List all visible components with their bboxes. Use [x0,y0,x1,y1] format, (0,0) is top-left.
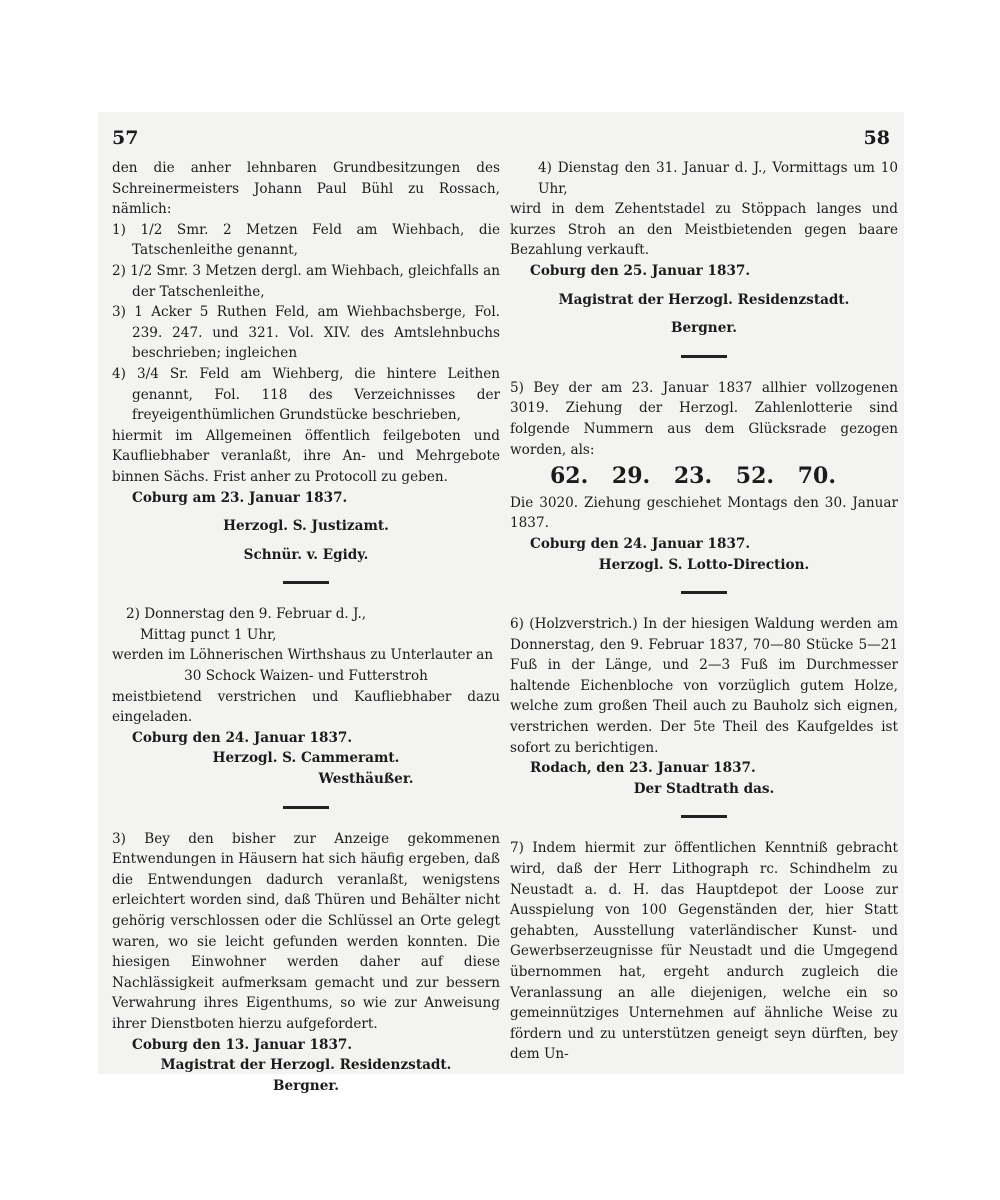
notice2-body-c: meistbietend verstrichen und Kaufliebhaber dazu eingeladen. [112,688,500,726]
section-divider [681,815,727,818]
notice5-date: Coburg den 24. Januar 1837. [530,535,751,552]
section-divider [681,591,727,594]
lottery-numbers: 62. 29. 23. 52. 70. [550,463,837,490]
notice2-signature: Westhäußer. [318,771,414,788]
notice2-authority: Herzogl. S. Cammeramt. [212,750,400,767]
left-page [112,112,500,1096]
notice2-body-a: werden im Löhnerischen Wirthshaus zu Unterlauter an [112,647,494,664]
notice1-authority: Herzogl. S. Justizamt. [223,518,389,535]
notice3-signature: Bergner. [273,1077,339,1094]
notice3-authority: Magistrat der Herzogl. Residenzstadt. [160,1057,452,1074]
notice1-item-1: 1) 1/2 Smr. 2 Metzen Feld am Wiehbach, die Tatschenleithe genannt, [112,221,500,259]
newspaper-spread [98,112,904,1094]
notice4-date: Coburg den 25. Januar 1837. [530,262,751,279]
notice1-intro: den die anher lehnbaren Grundbesitzungen des Schreinermeisters Johann Paul Bühl zu Rossach, nämlich: [112,160,500,218]
notice6-authority: Der Stadtrath das. [633,780,775,797]
page-number-right: 58 [863,127,890,149]
notice1-item-4: 4) 3/4 Sr. Feld am Wiehberg, die hintere Leithen genannt, Fol. 118 des Verzeichnisses der freyeigenthümlichen Grundstücke beschrieben, [112,365,500,424]
section-divider [283,806,329,809]
notice1-body: hiermit im Allgemeinen öffentlich feilgeboten und Kaufliebhaber veranlaßt, ihre An- und Mehrgebote binnen Sächs. Frist anher zu Protocoll zu geben. [112,427,500,485]
notice3-body: 3) Bey den bisher zur Anzeige gekommenen Entwendungen in Häusern hat sich häufig ergeben, daß die Entwendungen dadurch veranlaßt, wenigstens erleichtert worden sind, daß Thüren und Behälter nicht gehörig verschlossen oder die Schlüssel an Orte gelegt waren, wo sie leicht gefunden werden konnten. Die hiesigen Einwohner werden daher auf diese Nachlässigkeit aufmerksam gemacht und zur bessern Verwahrung ihres Eigenthums, so wie zur Anweisung ihrer Dienstboten hierzu aufgefordert. [112,830,500,1032]
notice5-authority: Herzogl. S. Lotto-Direction. [598,556,810,573]
notice1-signature: Schnür. v. Egidy. [243,546,369,563]
notice4-body: wird in dem Zehentstadel zu Stöppach langes und kurzes Stroh an den Meistbietenden gegen baare Bezahlung verkauft. [510,201,898,259]
notice2-head-date: 2) Donnerstag den 9. Februar d. J., [126,606,367,623]
notice5-next-drawing: Die 3020. Ziehung geschiehet Montags den 30. Januar 1837. [510,494,898,532]
notice7-body: 7) Indem hiermit zur öffentlichen Kenntniß gebracht wird, daß der Herr Lithograph rc. Schindhelm zu Neustadt a. d. H. das Hauptdepot der Loose zur Ausspielung von 100 Gegenständen der, hier Statt gehabten, Ausstellung vaterländischer Kunst- und Gewerbserzeugnisse für Neustadt und die Umgegend übernommen hat, ergeht andurch zugleich die Veranlassung an alle diejenigen, welche ein so gemeinnütziges Unternehmen auf ähnliche Weise zu fördern und zu unterstützen geneigt seyn dürften, bey dem Un- [510,840,898,1063]
notice6-body: 6) (Holzverstrich.) In der hiesigen Waldung werden am Donnerstag, den 9. Februar 1837, 70—80 Stücke 5—21 Fuß in der Länge, und 2—3 Fuß im Durchmesser haltende Eichenbloche von vorzüglich gutem Holze, welche zum großen Theil auch zu Bauholz sich eignen, verstrichen werden. Der 5te Theil des Kaufgeldes ist sofort zu berichtigen. [510,616,898,756]
notice4-head: 4) Dienstag den 31. Januar d. J., Vormittags um 10 Uhr, [538,160,898,197]
section-divider [681,355,727,358]
notice2-body-b: 30 Schock Waizen- und Futterstroh [184,668,428,685]
section-divider [283,581,329,584]
notice1-item-3: 3) 1 Acker 5 Ruthen Feld, am Wiehbachsberge, Fol. 239. 247. und 321. Vol. XIV. des Amtslehnbuchs beschrieben; ingleichen [112,304,500,362]
notice5-body: 5) Bey der am 23. Januar 1837 allhier vollzogenen 3019. Ziehung der Herzogl. Zahlenlotterie sind folgende Nummern aus dem Glücksrade gezogen worden, als: [510,379,898,458]
right-page [510,112,898,1065]
notice3-date: Coburg den 13. Januar 1837. [132,1036,353,1053]
notice2-head-time: Mittag punct 1 Uhr, [140,626,277,643]
notice6-date: Rodach, den 23. Januar 1837. [530,760,756,777]
notice4-authority: Magistrat der Herzogl. Residenzstadt. [558,291,850,308]
notice2-date: Coburg den 24. Januar 1837. [132,729,353,746]
notice1-item-2: 2) 1/2 Smr. 3 Metzen dergl. am Wiehbach, gleichfalls an der Tatschenleithe, [112,262,500,300]
notice1-date: Coburg am 23. Januar 1837. [132,489,348,506]
notice4-signature: Bergner. [671,320,737,337]
page-number-left: 57 [112,127,139,149]
